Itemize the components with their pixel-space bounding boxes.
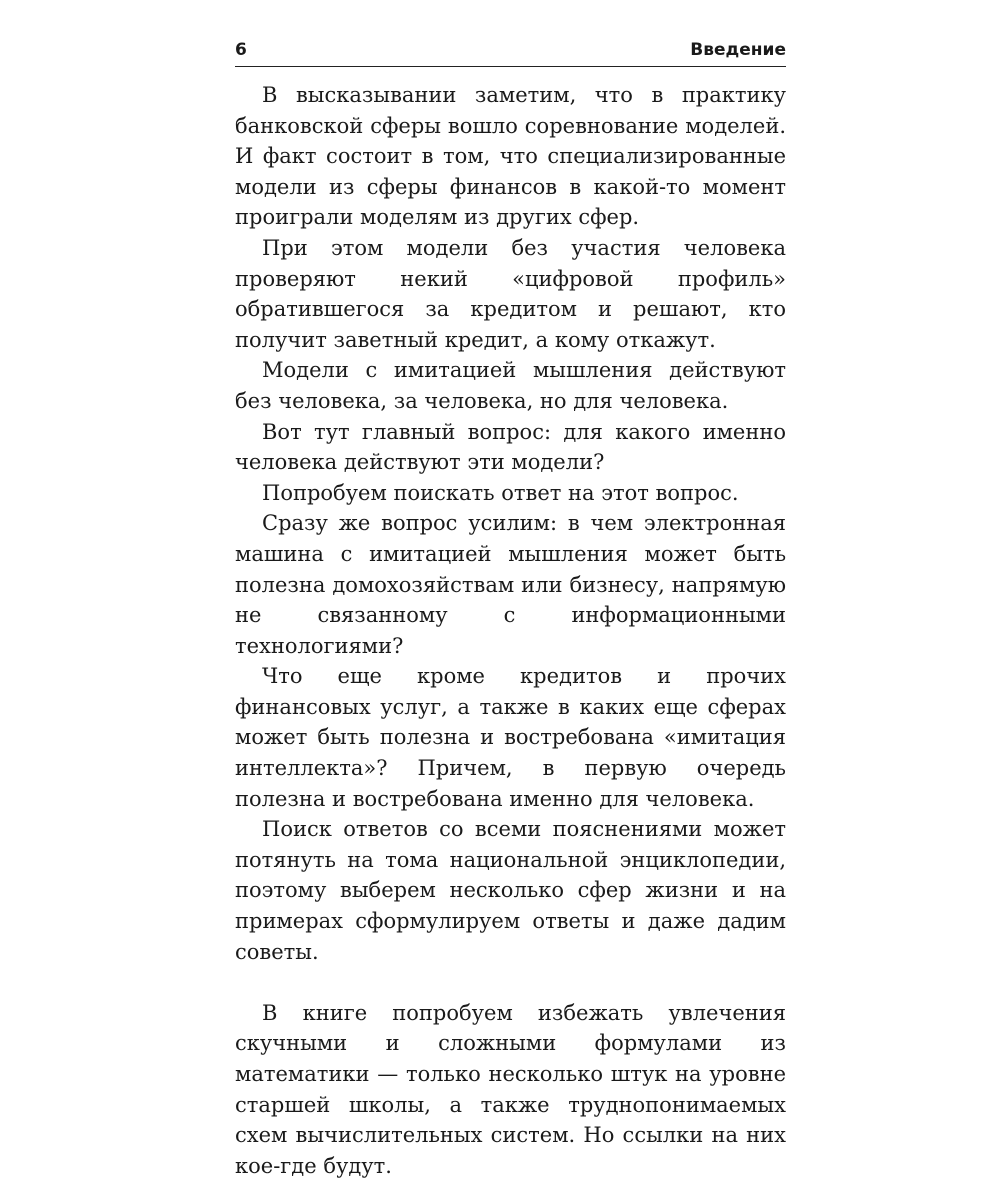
paragraph: Вот тут главный вопрос: для какого именно человека действуют эти модели? <box>235 419 786 475</box>
paragraph: Поиск ответов со всеми пояснениями может потянуть на тома национальной энциклопедии, поэтому выберем несколько сфер жизни и на примерах сформулируем ответы и даже дадим советы. <box>235 817 786 964</box>
running-head <box>235 40 786 64</box>
body-text <box>235 80 786 1181</box>
paragraph: Сразу же вопрос усилим: в чем электронная машина с имитацией мышления может быть полезна домохозяйствам или бизнесу, напрямую не связанному с информационными технологиями? <box>235 511 786 658</box>
page-number: 6 <box>235 40 247 60</box>
paragraph: В высказывании заметим, что в практику банковской сферы вошло соревнование моделей. И факт состоит в том, что специализированные модели из сферы финансов в какой-то момент проиграли моделям из других сфер. <box>235 83 786 230</box>
section-title: Введение <box>690 40 786 60</box>
paragraph: Попробуем поискать ответ на этот вопрос. <box>262 480 739 505</box>
paragraph: При этом модели без участия человека проверяют некий «цифровой профиль» обратившегося за кредитом и решают, кто получит заветный кредит, а кому откажут. <box>235 235 786 352</box>
paragraph: Что еще кроме кредитов и прочих финансовых услуг, а также в каких еще сферах может быть полезна и востребована «имитация интеллекта»? Причем, в первую очередь полезна и востребована именно для человека. <box>235 664 786 811</box>
header-rule <box>235 66 786 67</box>
paragraph: В книге попробуем избежать увлечения скучными и сложными формулами из математики — только несколько штук на уровне старшей школы, а также труднопонимаемых схем вычислительных систем. Но ссылки на них кое-где будут. <box>235 1000 786 1178</box>
paragraph: Модели с имитацией мышления действуют без человека, за человека, но для человека. <box>235 358 786 413</box>
